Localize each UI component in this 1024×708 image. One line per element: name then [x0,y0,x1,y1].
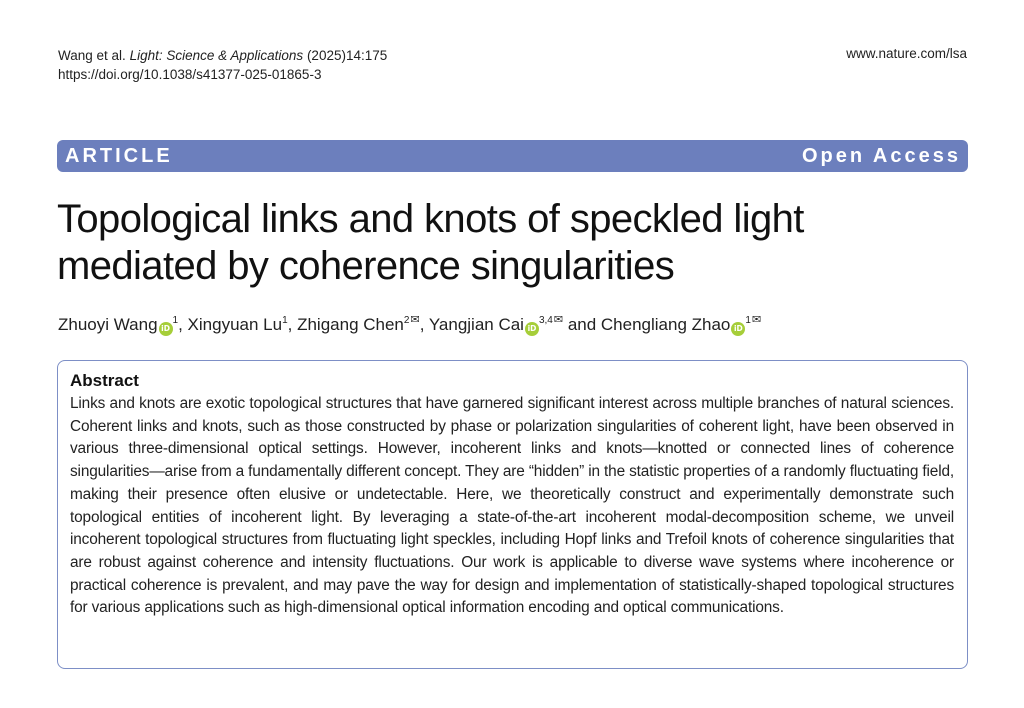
author[interactable] [188,315,288,334]
citation-volume: (2025)14:175 [306,48,388,63]
envelope-icon[interactable]: ✉ [553,314,564,326]
affiliation-marker[interactable]: 2 [403,315,410,326]
author-list [58,315,761,336]
citation-authors: Wang et al. [58,48,126,63]
affiliation-marker[interactable]: 1 [172,315,179,326]
citation-header [58,46,387,84]
site-link[interactable]: www.nature.com/lsa [846,46,967,61]
author-name[interactable]: Xingyuan Lu [187,315,283,334]
author-name[interactable]: Chengliang Zhao [600,315,731,334]
orcid-icon[interactable]: iD [525,322,539,336]
abstract-heading: Abstract [70,371,139,390]
article-banner [57,140,968,172]
citation-line [58,46,387,65]
envelope-icon[interactable]: ✉ [751,314,762,326]
author[interactable] [58,315,178,334]
abstract-box [57,360,968,669]
affiliation-marker[interactable]: 3,4 [538,315,553,326]
author-separator: , [178,315,188,334]
author-separator: , [287,315,298,334]
abstract-text: Links and knots are exotic topological structures that have garnered significant interest across multiple branches of natural sciences. Coherent links and knots, such as those constructed by phase or polarization singularities of coherent light, have been observed in various three-dimensional optical settings. However, incoherent links and knots—knotted or connected lines of coherence singularities—arise from a fundamentally different concept. They are “hidden” in the statistic properties of a randomly fluctuating field, making their presence often elusive or undetectable. Here, we theoretically construct and experimentally demonstrate such topological entities of incoherent light. By leveraging a state-of-the-art incoherent modal-decomposition scheme, we unveil incoherent topological structures from fluctuating light speckles, including Hopf links and Trefoil knots of coherence singularities that are robust against coherence and intensity fluctuations. Our work is applicable to diverse wave systems where incoherence or practical coherence is prevalent, and may pave the way for design and implementation of statistically-shaped topological structures for various applications such as high-dimensional optical information encoding and optical communications. [70,395,954,617]
doi-link[interactable]: https://doi.org/10.1038/s41377-025-01865-3 [58,67,322,82]
author-separator: , [419,315,429,334]
author[interactable] [429,315,563,334]
article-type-label: ARTICLE [65,144,173,167]
orcid-icon[interactable]: iD [731,322,745,336]
author-separator: and [563,315,601,334]
article-title: Topological links and knots of speckled light mediated by coherence singularities [57,197,804,288]
author-name[interactable]: Yangjian Cai [428,315,524,334]
author[interactable] [297,315,420,334]
envelope-icon[interactable]: ✉ [410,314,420,326]
orcid-icon[interactable]: iD [159,322,173,336]
author-name[interactable]: Zhigang Chen [297,315,404,334]
affiliation-marker[interactable]: 1 [745,315,751,326]
journal-name[interactable]: Light: Science & Applications [129,48,304,63]
author-name[interactable]: Zhuoyi Wang [58,315,158,334]
author[interactable] [601,315,761,334]
affiliation-marker[interactable]: 1 [282,315,288,326]
open-access-label: Open Access [802,144,961,167]
